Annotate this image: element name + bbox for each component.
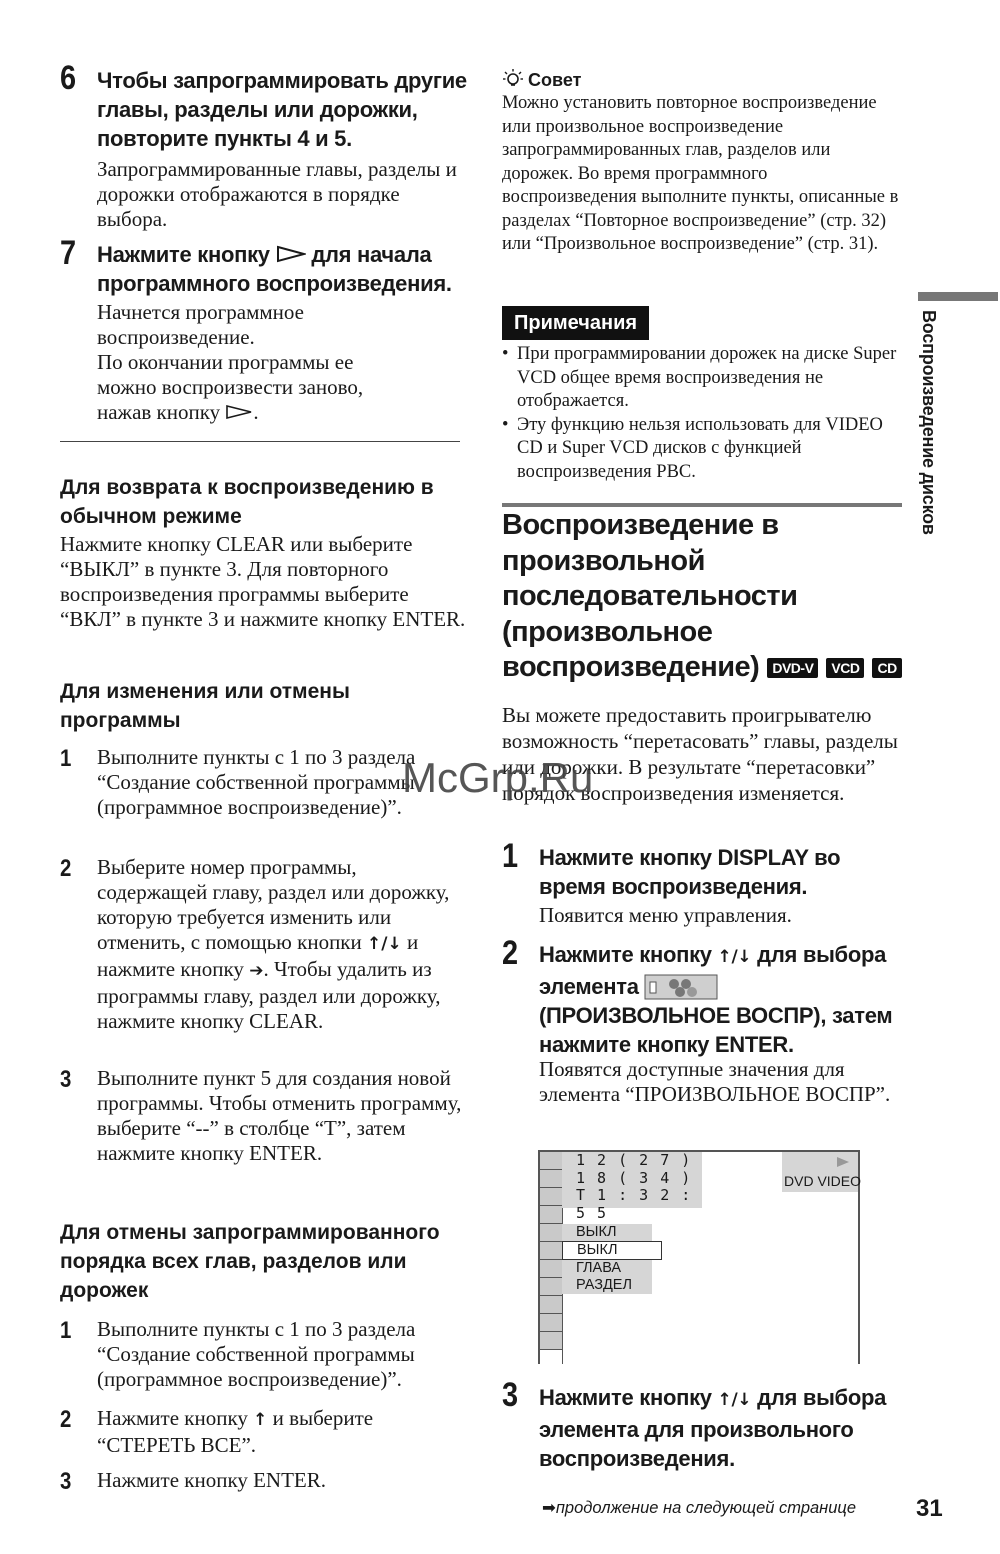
watermark: McGrp.Ru xyxy=(402,754,594,801)
return-section-body: Нажмите кнопку CLEAR или выберите “ВЫКЛ” в пункте 3. Для повторного воспроизведения программы выберите “ВКЛ” в пункте 3 и нажмите кнопку ENTER. xyxy=(60,532,466,631)
cancel-item-2-text xyxy=(97,1406,447,1458)
lightbulb-icon xyxy=(502,68,524,90)
play-status-icon xyxy=(836,1156,850,1168)
notes-item: • При программировании дорожек на диске Super VCD общее время воспроизведения не отображается. xyxy=(502,343,904,414)
section-rule xyxy=(502,503,902,507)
up-arrow-icon: ↑ xyxy=(253,1410,268,1430)
shuffle-icon xyxy=(644,974,718,1000)
continued-note xyxy=(542,1497,856,1519)
change-item-2-text-b: и нажмите кнопку xyxy=(97,930,419,981)
dvd-v-badge: DVD-V xyxy=(767,658,818,678)
right-step-1-number: 1 xyxy=(502,837,519,875)
change-item-3-text: Выполните пункт 5 для создания новой программы. Чтобы отменить программу, выберите “--” в столбце “T”, затем нажмите кнопку ENTER. xyxy=(97,1066,462,1165)
cancel-item-1-number: 1 xyxy=(60,1317,72,1344)
title-counter: 1 2 ( 2 7 ) xyxy=(576,1151,692,1169)
right-step-2-number: 2 xyxy=(502,934,519,972)
tip-body: Можно установить повторное воспроизведение или произвольное воспроизведение запрограммированных глав, разделов или дорожек. Во время программного воспроизведения выполните пункты, описанные в разделах “Повторное воспроизведение” (стр. 32) или “Произвольное воспроизведение” (стр. 31). xyxy=(502,93,899,254)
play-icon xyxy=(225,404,253,420)
control-menu-screen xyxy=(538,1150,860,1364)
right-step-2-heading-b: для выбора элемента xyxy=(539,942,887,999)
disc-type-panel xyxy=(782,1152,862,1192)
up-down-arrows-icon: ↑/↓ xyxy=(367,934,402,954)
continue-arrow-icon: ➡ xyxy=(542,1498,556,1517)
right-arrow-icon: ➔ xyxy=(249,961,264,981)
right-step-2-heading xyxy=(539,940,909,1059)
change-item-2-text xyxy=(97,855,467,1034)
divider xyxy=(60,441,460,442)
cancel-section-title: Для отмены запрограммированного порядка всех глав, разделов или дорожек xyxy=(60,1221,440,1302)
shuffle-options-menu xyxy=(562,1224,652,1294)
step-7-body-2 xyxy=(97,350,417,425)
step-7-body-2-b: . xyxy=(253,400,259,424)
notes-title: Примечания xyxy=(502,306,649,340)
step-7-heading-a: Нажмите кнопку xyxy=(97,242,270,267)
time-counter: T 1 : 3 2 : 5 5 xyxy=(576,1186,692,1222)
right-step-3-heading xyxy=(539,1383,909,1473)
page-number: 31 xyxy=(916,1495,943,1522)
cancel-item-2-text-b: и выберите “СТЕРЕТЬ ВСЕ”. xyxy=(97,1406,374,1457)
right-step-3-number: 3 xyxy=(502,1376,519,1414)
side-section-label xyxy=(918,310,948,550)
menu-option-chapter[interactable]: ГЛАВА xyxy=(576,1260,622,1276)
tip-heading xyxy=(502,68,902,91)
step-6-number: 6 xyxy=(60,59,77,97)
cd-badge: CD xyxy=(872,658,901,678)
change-item-2-text-c: . Чтобы удалить из программы главу, раздел или дорожку, нажмите кнопку CLEAR. xyxy=(97,957,441,1033)
cancel-item-2-number: 2 xyxy=(60,1406,72,1433)
right-step-1-heading: Нажмите кнопку DISPLAY во время воспроизведения. xyxy=(539,845,841,899)
menu-option-off[interactable]: ВЫКЛ xyxy=(562,1241,662,1260)
notes-list xyxy=(502,343,904,484)
tip-title: Совет xyxy=(528,70,582,90)
step-7-body-2-a: По окончании программы ее можно воспроизвести заново, нажав кнопку xyxy=(97,350,364,424)
step-6-heading: Чтобы запрограммировать другие главы, разделы или дорожки, повторите пункты 4 и 5. xyxy=(97,68,467,151)
section-title-text: Воспроизведение в произвольной последовательности (произвольное воспроизведение) xyxy=(502,509,798,683)
disc-type: DVD VIDEO xyxy=(784,1173,862,1189)
right-step-2-body: Появятся доступные значения для элемента “ПРОИЗВОЛЬНОЕ ВОСПР”. xyxy=(539,1057,891,1106)
cancel-item-3-number: 3 xyxy=(60,1468,72,1495)
play-icon xyxy=(276,245,306,263)
step-6-body: Запрограммированные главы, разделы и дорожки отображаются в порядке выбора. xyxy=(97,157,457,231)
change-item-2-text-a: Выберите номер программы, содержащей главу, раздел или дорожку, которую требуется изменить или отменить, с помощью кнопки xyxy=(97,855,450,954)
playback-info xyxy=(562,1151,702,1222)
vcd-badge: VCD xyxy=(826,658,864,678)
change-item-2-number: 2 xyxy=(60,855,72,882)
return-section-title: Для возврата к воспроизведению в обычном режиме xyxy=(60,476,434,528)
cancel-item-1-text: Выполните пункты с 1 по 3 раздела “Создание собственной программы (программное воспроизведение)”. xyxy=(97,1317,416,1391)
intro-text: Вы можете предоставить проигрывателю возможность “перетасовать” главы, разделы или дорожки. В результате “перетасовки” порядок воспроизведения изменяется. xyxy=(502,703,898,805)
step-7-heading xyxy=(97,240,467,298)
change-item-1-text: Выполните пункты с 1 по 3 раздела “Создание собственной программы (программное воспроизведение)”. xyxy=(97,745,416,819)
up-down-arrows-icon: ↑/↓ xyxy=(717,1390,752,1410)
chapter-counter: 1 8 ( 3 4 ) xyxy=(576,1168,692,1187)
change-item-1-number: 1 xyxy=(60,745,72,772)
change-item-3-number: 3 xyxy=(60,1066,72,1093)
step-7-number: 7 xyxy=(60,234,77,272)
up-down-arrows-icon: ↑/↓ xyxy=(717,947,752,967)
side-label-text: Воспроизведение дисков xyxy=(919,310,939,535)
right-step-2-heading-a: Нажмите кнопку xyxy=(539,942,712,967)
notes-item: • Эту функцию нельзя использовать для VIDEO CD и Super VCD дисков с функцией воспроизведения PBC. xyxy=(502,414,904,485)
cancel-item-3-text: Нажмите кнопку ENTER. xyxy=(97,1468,327,1492)
menu-option-title[interactable]: РАЗДЕЛ xyxy=(576,1277,632,1293)
cancel-item-2-text-a: Нажмите кнопку xyxy=(97,1406,248,1430)
continued-text: продолжение на следующей странице xyxy=(555,1499,857,1517)
right-step-2-heading-c: (ПРОИЗВОЛЬНОЕ ВОСПР), затем нажмите кнопку ENTER. xyxy=(539,1003,893,1057)
right-step-3-heading-a: Нажмите кнопку xyxy=(539,1385,712,1410)
section-title xyxy=(502,508,912,686)
right-step-3-heading-b: для выбора элемента для произвольного воспроизведения. xyxy=(539,1385,887,1471)
menu-icon-column xyxy=(538,1152,563,1364)
step-7-heading-b: для начала программного воспроизведения. xyxy=(97,242,452,296)
change-section-title: Для изменения или отмены программы xyxy=(60,680,350,732)
side-tab-bar xyxy=(918,292,998,301)
right-step-1-body: Появится меню управления. xyxy=(539,903,792,927)
current-value: ВЫКЛ xyxy=(576,1224,617,1240)
step-7-body-1: Начнется программное воспроизведение. xyxy=(97,300,304,349)
